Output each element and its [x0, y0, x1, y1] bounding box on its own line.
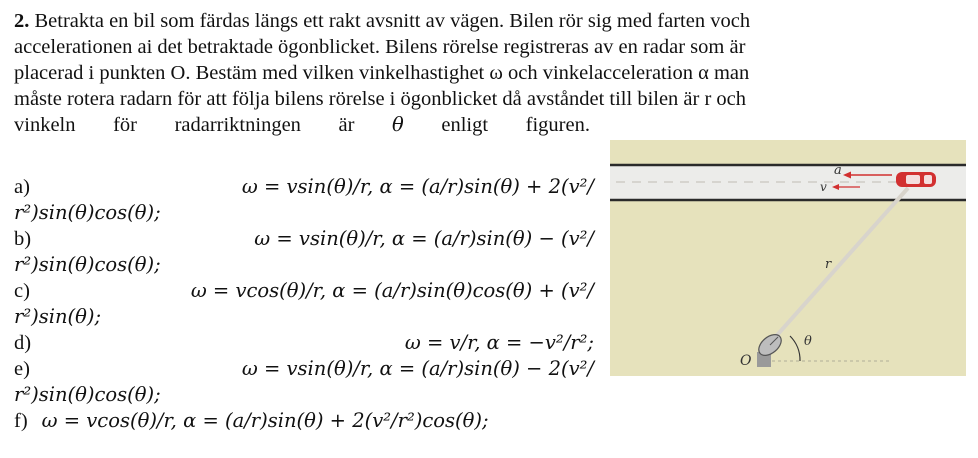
car-rear-window: [924, 175, 932, 184]
radar-figure-svg: [610, 140, 966, 376]
car-window: [906, 175, 920, 184]
answer-options: [14, 174, 594, 434]
option-formula: ω = vcos(θ)/r, α = (a/r)sin(θ) + 2(v²/r²)cos(θ);: [41, 409, 489, 432]
option-formula: ω = vsin(θ)/r, α = (a/r)sin(θ) + 2(v²/: [241, 175, 594, 198]
option-c: [14, 278, 594, 304]
label-a: a: [834, 163, 842, 178]
problem-line-5: vinkeln för radarriktningen är θ enligt figuren.: [14, 113, 590, 136]
label-O: O: [740, 353, 752, 369]
option-formula: ω = vsin(θ)/r, α = (a/r)sin(θ) − (v²/: [254, 227, 594, 250]
option-formula: ω = v/r, α = −v²/r²;: [404, 331, 594, 354]
problem-line-3: placerad i punkten O. Bestäm med vilken vinkelhastighet ω och vinkelacceleration α man: [14, 62, 750, 84]
option-formula-continuation: r²)sin(θ)cos(θ);: [14, 253, 161, 276]
option-b: [14, 226, 594, 252]
car: [896, 172, 936, 187]
option-formula: ω = vcos(θ)/r, α = (a/r)sin(θ)cos(θ) + (v²/: [190, 279, 594, 302]
option-a: [14, 174, 594, 200]
option-formula: ω = vsin(θ)/r, α = (a/r)sin(θ) − 2(v²/: [241, 357, 594, 380]
problem-line-4: måste rotera radarn för att följa bilens rörelse i ögonblicket då avståndet till bilen är r och: [14, 88, 747, 110]
label-theta: θ: [804, 334, 812, 349]
label-v: v: [820, 180, 827, 194]
option-formula-continuation: r²)sin(θ)cos(θ);: [14, 201, 161, 224]
option-d: [14, 330, 594, 356]
problem-number: 2.: [14, 10, 30, 32]
problem-line-1: 2. Betrakta en bil som färdas längs ett rakt avsnitt av vägen. Bilen rör sig med farten voch: [14, 10, 751, 32]
option-e: [14, 356, 594, 382]
option-label: e): [14, 358, 30, 380]
label-r: r: [825, 257, 832, 272]
problem-line-2: accelerationen ai det betraktade ögonblicket. Bilens rörelse registreras av en radar som är: [14, 36, 746, 58]
option-label: c): [14, 280, 30, 302]
option-formula-continuation: r²)sin(θ)cos(θ);: [14, 383, 161, 406]
option-label: f): [14, 410, 28, 432]
option-f: [14, 408, 594, 434]
problem-statement: [14, 8, 964, 138]
option-label: a): [14, 176, 30, 198]
option-label: b): [14, 228, 32, 250]
option-formula-continuation: r²)sin(θ);: [14, 305, 102, 328]
radar-figure: [610, 140, 966, 376]
option-label: d): [14, 332, 32, 354]
